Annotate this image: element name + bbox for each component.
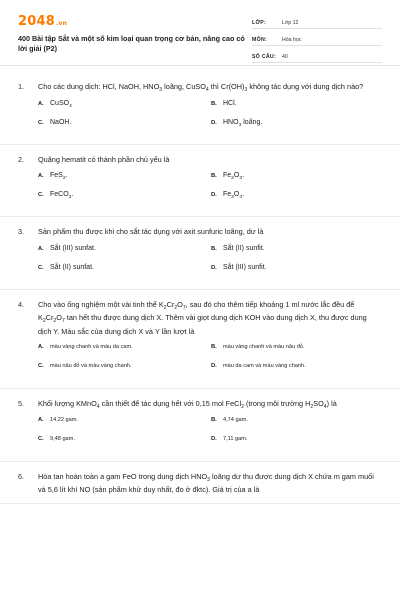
question-number: 3. (18, 227, 25, 236)
option-letter: A. (38, 245, 44, 252)
question-text: Cho vào ống nghiệm một vài tinh thể $K_2Cr_2O_7$, sau đó cho thêm tiếp khoảng 1 ml nước lắc đều để $K_2Cr_2O_7$ tan hết thu được dung dịch X. Thêm vài giọt dung dịch KOH vào dung dịch X, thu được dung dịch Y. Màu sắc của dung dịch X và Y lần lượt là (38, 299, 367, 336)
question-text: Quặng hematit có thành phần chủ yếu là (38, 154, 170, 164)
logo-text: 2048 (18, 14, 55, 29)
answer-option[interactable] (211, 119, 384, 138)
question-stem (18, 397, 382, 411)
meta-row-subject (252, 33, 382, 46)
answer-option[interactable] (211, 245, 384, 264)
answer-option[interactable] (38, 191, 211, 210)
option-letter: C. (38, 264, 44, 271)
question-list (0, 72, 400, 504)
answer-option[interactable] (211, 417, 384, 436)
document-title: 400 Bài tập Sắt và một số kim loại quan trọng cơ bản, nâng cao có lời giải (P2) (18, 34, 245, 53)
question-item (0, 217, 400, 290)
answer-option[interactable] (38, 172, 211, 191)
question-number: 6. (18, 471, 25, 481)
question-number: 4. (18, 299, 25, 309)
option-text: 4,74 gam. (223, 416, 248, 423)
option-text: HCl. (223, 99, 237, 107)
question-item (0, 72, 400, 145)
question-text: Cho các dung dịch: HCl, NaOH, $HNO_3$ loãng, CuSO$_4$ thì $Cr(OH)_3$ không tác dụng với dung dịch nào? (38, 82, 364, 93)
document-meta (252, 16, 382, 67)
question-text: Sản phẩm thu được khi cho sắt tác dụng với axit sunfuric loãng, dư là (38, 227, 264, 236)
question-item (0, 290, 400, 390)
option-letter: C. (38, 363, 44, 369)
question-stem (18, 153, 382, 167)
meta-label: SỐ CÂU: (252, 54, 277, 60)
option-letter: B. (211, 173, 217, 179)
option-letter: C. (38, 192, 44, 198)
meta-label: MÔN: (252, 37, 268, 43)
option-text: NaOH. (50, 118, 72, 126)
option-letter: D. (211, 264, 217, 271)
answer-option[interactable] (211, 436, 384, 455)
meta-row-question-count (252, 50, 382, 63)
answer-option[interactable] (38, 119, 211, 138)
question-text: Hòa tan hoàn toàn a gam FeO trong dung dịch $HNO_3$ loãng dư thu được dung dịch X chứa m gam muối và 5,6 lít khí NO (sản phẩm khử duy nhất, đo ở đktc). Giá trị của a là (38, 471, 374, 494)
option-text: $HNO_3$ loãng. (223, 118, 263, 128)
option-text: 7,11 gam. (223, 435, 248, 442)
answer-option[interactable] (38, 436, 211, 455)
option-letter: D. (211, 119, 217, 126)
option-text: màu nâu đỏ và màu vàng chanh. (50, 363, 132, 369)
meta-value: Hóa học (282, 37, 302, 43)
option-text: Sắt (III) sunfat. (50, 244, 96, 252)
question-item (0, 145, 400, 218)
question-number: 1. (18, 82, 25, 91)
option-text: 9,48 gam. (50, 435, 75, 442)
question-stem (18, 225, 382, 239)
meta-row-class (252, 16, 382, 29)
site-logo[interactable] (18, 14, 67, 29)
option-text: $Fe_2O_3$. (223, 172, 245, 181)
answer-option[interactable] (211, 191, 384, 210)
option-letter: A. (38, 344, 44, 350)
logo-domain: .vn (55, 20, 68, 27)
option-text: Sắt (III) sunfit. (223, 263, 267, 271)
option-text: FeCO$_3$. (50, 191, 74, 200)
answer-option[interactable] (38, 344, 211, 363)
meta-value: 40 (282, 54, 288, 60)
option-letter: B. (211, 100, 217, 107)
answer-option[interactable] (211, 100, 384, 119)
question-text: Khối lượng KMnO$_4$ cần thiết để tác dụng hết với 0,15 mol FeCl$_2$ (trong môi trường $H_2SO_4$) là (38, 399, 337, 410)
question-stem (18, 470, 382, 497)
option-text: Sắt (II) sunfit. (223, 244, 265, 252)
meta-label: LỚP: (252, 20, 266, 26)
answer-options (18, 172, 382, 210)
option-text: màu vàng chanh và màu da cam. (50, 344, 133, 350)
answer-option[interactable] (38, 363, 211, 382)
option-text: CuSO$_4$ (50, 99, 72, 109)
answer-option[interactable] (211, 344, 384, 363)
meta-value: Lớp 12 (282, 20, 299, 26)
option-letter: C. (38, 119, 44, 126)
option-letter: C. (38, 435, 44, 442)
answer-option[interactable] (38, 100, 211, 119)
question-number: 5. (18, 399, 25, 408)
question-stem (18, 298, 382, 339)
answer-options (18, 245, 382, 283)
option-text: màu da cam và màu vàng chanh. (223, 363, 306, 369)
option-letter: B. (211, 416, 217, 423)
answer-option[interactable] (211, 363, 384, 382)
question-stem (18, 80, 382, 94)
option-letter: D. (211, 192, 217, 198)
document-header (0, 0, 400, 66)
option-letter: A. (38, 416, 44, 423)
option-letter: D. (211, 363, 217, 369)
answer-option[interactable] (38, 417, 211, 436)
answer-options (18, 100, 382, 138)
option-letter: B. (211, 344, 217, 350)
answer-option[interactable] (38, 264, 211, 283)
answer-option[interactable] (211, 172, 384, 191)
question-item (0, 462, 400, 504)
option-letter: A. (38, 173, 44, 179)
option-text: Sắt (II) sunfat. (50, 263, 94, 271)
answer-options (18, 417, 382, 455)
option-text: màu vàng chanh và màu nâu đỏ. (223, 344, 305, 350)
option-letter: A. (38, 100, 44, 107)
option-text: FeS$_2$. (50, 172, 68, 181)
option-text: 14,22 gam. (50, 416, 78, 423)
option-text: $Fe_3O_4$. (223, 191, 245, 200)
answer-options (18, 344, 382, 382)
answer-option[interactable] (211, 264, 384, 283)
option-letter: D. (211, 435, 217, 442)
option-letter: B. (211, 245, 217, 252)
answer-option[interactable] (38, 245, 211, 264)
question-number: 2. (18, 154, 25, 164)
question-item (0, 389, 400, 462)
